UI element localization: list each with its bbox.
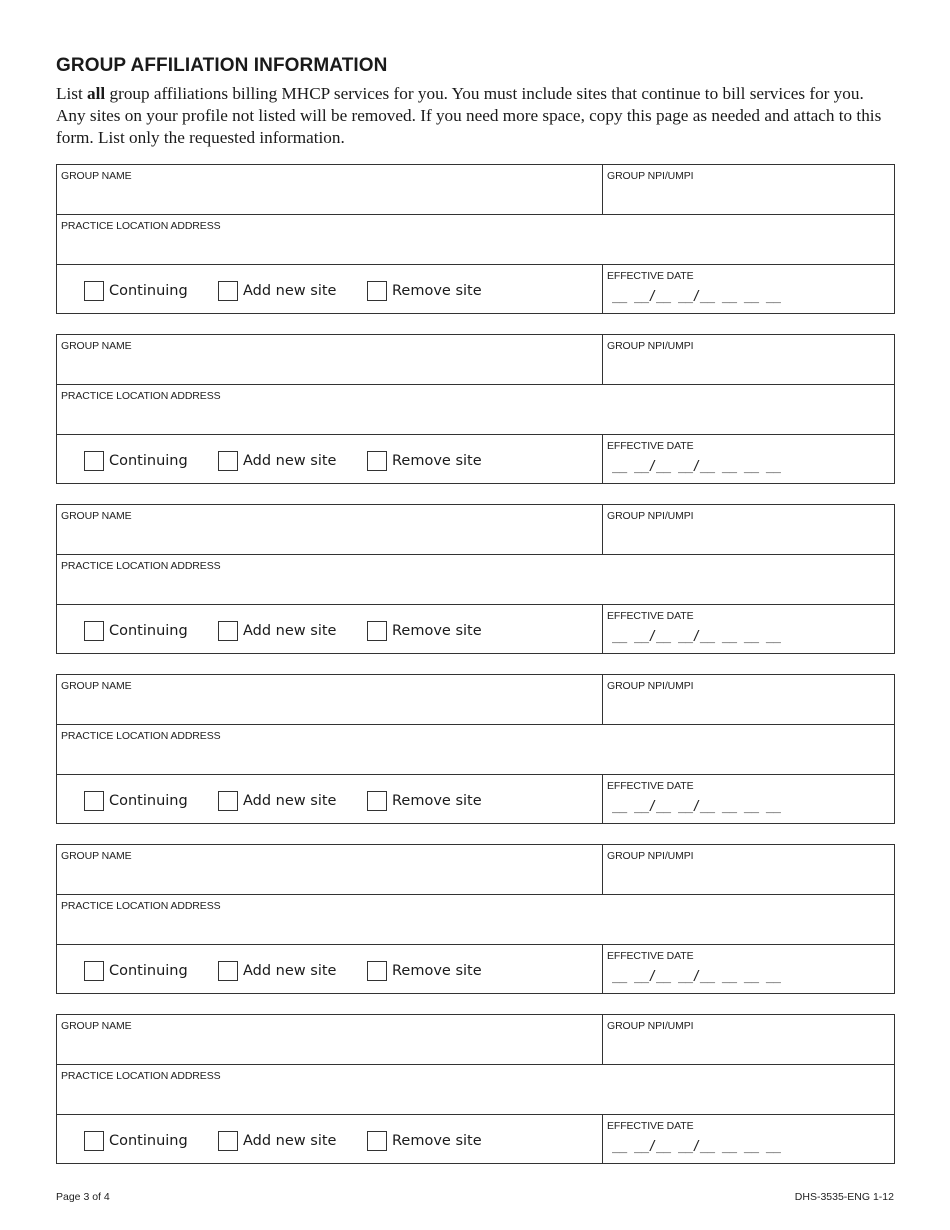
effective-date-label: EFFECTIVE DATE <box>607 950 694 962</box>
continuing-label: Continuing <box>109 283 188 299</box>
checkbox-box[interactable] <box>84 961 104 981</box>
add-new-site-checkbox[interactable] <box>218 791 336 811</box>
status-options <box>57 1115 602 1164</box>
intro-suffix: group affiliations billing MHCP services for you. You must include sites that continue to bill services for you. Any sites on your profile not listed will be removed. If you need more space, copy this page as needed and attach to this form. List only the requested information. <box>56 84 882 147</box>
add-new-site-checkbox[interactable] <box>218 1131 336 1151</box>
continuing-label: Continuing <box>109 453 188 469</box>
group-npi-field[interactable] <box>602 1015 894 1065</box>
date-format-placeholder: __ __/__ __/__ __ __ __ <box>612 799 781 814</box>
status-options <box>57 775 602 824</box>
address-row <box>57 1064 894 1114</box>
add-new-site-label: Add new site <box>243 1133 337 1149</box>
checkbox-box[interactable] <box>218 1131 238 1151</box>
practice-address-field[interactable] <box>57 895 894 944</box>
status-options <box>57 945 602 994</box>
practice-address-field[interactable] <box>57 555 894 604</box>
group-name-label: GROUP NAME <box>61 1020 132 1032</box>
remove-site-label: Remove site <box>392 283 482 299</box>
checkbox-box[interactable] <box>84 791 104 811</box>
address-row <box>57 384 894 434</box>
continuing-label: Continuing <box>109 1133 188 1149</box>
checkbox-box[interactable] <box>218 451 238 471</box>
add-new-site-label: Add new site <box>243 793 337 809</box>
add-new-site-checkbox[interactable] <box>218 961 336 981</box>
continuing-label: Continuing <box>109 623 188 639</box>
add-new-site-label: Add new site <box>243 283 337 299</box>
checkbox-box[interactable] <box>367 961 387 981</box>
effective-date-label: EFFECTIVE DATE <box>607 270 694 282</box>
address-row <box>57 214 894 264</box>
name-row <box>57 1015 894 1065</box>
continuing-checkbox[interactable] <box>84 281 188 301</box>
effective-date-field[interactable] <box>602 945 894 994</box>
remove-site-label: Remove site <box>392 1133 482 1149</box>
name-row <box>57 505 894 555</box>
address-row <box>57 554 894 604</box>
group-name-field[interactable] <box>57 505 602 555</box>
group-npi-label: GROUP NPI/UMPI <box>607 1020 694 1032</box>
intro-paragraph <box>56 83 886 149</box>
group-npi-field[interactable] <box>602 845 894 895</box>
practice-address-label: PRACTICE LOCATION ADDRESS <box>61 730 221 742</box>
affiliation-block <box>56 1014 895 1164</box>
practice-address-label: PRACTICE LOCATION ADDRESS <box>61 220 221 232</box>
affiliation-block <box>56 504 895 654</box>
effective-date-field[interactable] <box>602 605 894 654</box>
checkbox-box[interactable] <box>218 621 238 641</box>
status-row <box>57 434 894 484</box>
status-options <box>57 605 602 654</box>
status-row <box>57 1114 894 1164</box>
group-name-label: GROUP NAME <box>61 850 132 862</box>
status-row <box>57 774 894 824</box>
address-row <box>57 724 894 774</box>
group-name-label: GROUP NAME <box>61 340 132 352</box>
continuing-checkbox[interactable] <box>84 961 188 981</box>
status-row <box>57 944 894 994</box>
checkbox-box[interactable] <box>84 621 104 641</box>
group-name-field[interactable] <box>57 335 602 385</box>
checkbox-box[interactable] <box>367 281 387 301</box>
group-name-field[interactable] <box>57 1015 602 1065</box>
group-npi-label: GROUP NPI/UMPI <box>607 170 694 182</box>
status-options <box>57 265 602 314</box>
remove-site-label: Remove site <box>392 793 482 809</box>
practice-address-label: PRACTICE LOCATION ADDRESS <box>61 1070 221 1082</box>
remove-site-label: Remove site <box>392 963 482 979</box>
name-row <box>57 845 894 895</box>
checkbox-box[interactable] <box>367 621 387 641</box>
address-row <box>57 894 894 944</box>
group-npi-field[interactable] <box>602 165 894 215</box>
continuing-checkbox[interactable] <box>84 621 188 641</box>
group-npi-label: GROUP NPI/UMPI <box>607 850 694 862</box>
practice-address-field[interactable] <box>57 385 894 434</box>
name-row <box>57 165 894 215</box>
checkbox-box[interactable] <box>84 451 104 471</box>
affiliation-block <box>56 334 895 484</box>
affiliation-block <box>56 164 895 314</box>
checkbox-box[interactable] <box>218 791 238 811</box>
group-npi-label: GROUP NPI/UMPI <box>607 510 694 522</box>
continuing-checkbox[interactable] <box>84 451 188 471</box>
practice-address-field[interactable] <box>57 1065 894 1114</box>
effective-date-field[interactable] <box>602 775 894 824</box>
add-new-site-checkbox[interactable] <box>218 621 336 641</box>
remove-site-checkbox[interactable] <box>367 961 482 981</box>
remove-site-checkbox[interactable] <box>367 621 482 641</box>
add-new-site-label: Add new site <box>243 623 337 639</box>
group-npi-label: GROUP NPI/UMPI <box>607 680 694 692</box>
page-heading: GROUP AFFILIATION INFORMATION <box>56 55 388 76</box>
remove-site-checkbox[interactable] <box>367 281 482 301</box>
group-name-label: GROUP NAME <box>61 510 132 522</box>
group-npi-field[interactable] <box>602 505 894 555</box>
status-row <box>57 604 894 654</box>
add-new-site-checkbox[interactable] <box>218 281 336 301</box>
remove-site-label: Remove site <box>392 453 482 469</box>
intro-prefix: List <box>56 84 88 103</box>
practice-address-field[interactable] <box>57 725 894 774</box>
checkbox-box[interactable] <box>218 961 238 981</box>
remove-site-checkbox[interactable] <box>367 451 482 471</box>
date-format-placeholder: __ __/__ __/__ __ __ __ <box>612 289 781 304</box>
group-name-label: GROUP NAME <box>61 680 132 692</box>
remove-site-checkbox[interactable] <box>367 1131 482 1151</box>
add-new-site-checkbox[interactable] <box>218 451 336 471</box>
group-name-field[interactable] <box>57 845 602 895</box>
status-row <box>57 264 894 314</box>
practice-address-field[interactable] <box>57 215 894 264</box>
remove-site-label: Remove site <box>392 623 482 639</box>
form-id: DHS-3535-ENG 1-12 <box>794 1191 894 1203</box>
effective-date-label: EFFECTIVE DATE <box>607 440 694 452</box>
effective-date-label: EFFECTIVE DATE <box>607 1120 694 1132</box>
continuing-label: Continuing <box>109 963 188 979</box>
continuing-label: Continuing <box>109 793 188 809</box>
affiliation-block <box>56 674 895 824</box>
effective-date-field[interactable] <box>602 265 894 314</box>
group-name-field[interactable] <box>57 165 602 215</box>
affiliation-block <box>56 844 895 994</box>
continuing-checkbox[interactable] <box>84 1131 188 1151</box>
group-name-field[interactable] <box>57 675 602 725</box>
remove-site-checkbox[interactable] <box>367 791 482 811</box>
status-options <box>57 435 602 484</box>
effective-date-field[interactable] <box>602 435 894 484</box>
date-format-placeholder: __ __/__ __/__ __ __ __ <box>612 969 781 984</box>
practice-address-label: PRACTICE LOCATION ADDRESS <box>61 560 221 572</box>
checkbox-box[interactable] <box>84 281 104 301</box>
name-row <box>57 675 894 725</box>
effective-date-label: EFFECTIVE DATE <box>607 780 694 792</box>
date-format-placeholder: __ __/__ __/__ __ __ __ <box>612 1139 781 1154</box>
practice-address-label: PRACTICE LOCATION ADDRESS <box>61 390 221 402</box>
date-format-placeholder: __ __/__ __/__ __ __ __ <box>612 629 781 644</box>
checkbox-box[interactable] <box>218 281 238 301</box>
effective-date-label: EFFECTIVE DATE <box>607 610 694 622</box>
name-row <box>57 335 894 385</box>
checkbox-box[interactable] <box>367 451 387 471</box>
effective-date-field[interactable] <box>602 1115 894 1164</box>
group-name-label: GROUP NAME <box>61 170 132 182</box>
checkbox-box[interactable] <box>367 791 387 811</box>
practice-address-label: PRACTICE LOCATION ADDRESS <box>61 900 221 912</box>
checkbox-box[interactable] <box>367 1131 387 1151</box>
add-new-site-label: Add new site <box>243 963 337 979</box>
group-npi-label: GROUP NPI/UMPI <box>607 340 694 352</box>
checkbox-box[interactable] <box>84 1131 104 1151</box>
group-npi-field[interactable] <box>602 675 894 725</box>
date-format-placeholder: __ __/__ __/__ __ __ __ <box>612 459 781 474</box>
add-new-site-label: Add new site <box>243 453 337 469</box>
group-npi-field[interactable] <box>602 335 894 385</box>
continuing-checkbox[interactable] <box>84 791 188 811</box>
page-number: Page 3 of 4 <box>56 1191 110 1203</box>
intro-emphasis: all <box>87 84 106 103</box>
